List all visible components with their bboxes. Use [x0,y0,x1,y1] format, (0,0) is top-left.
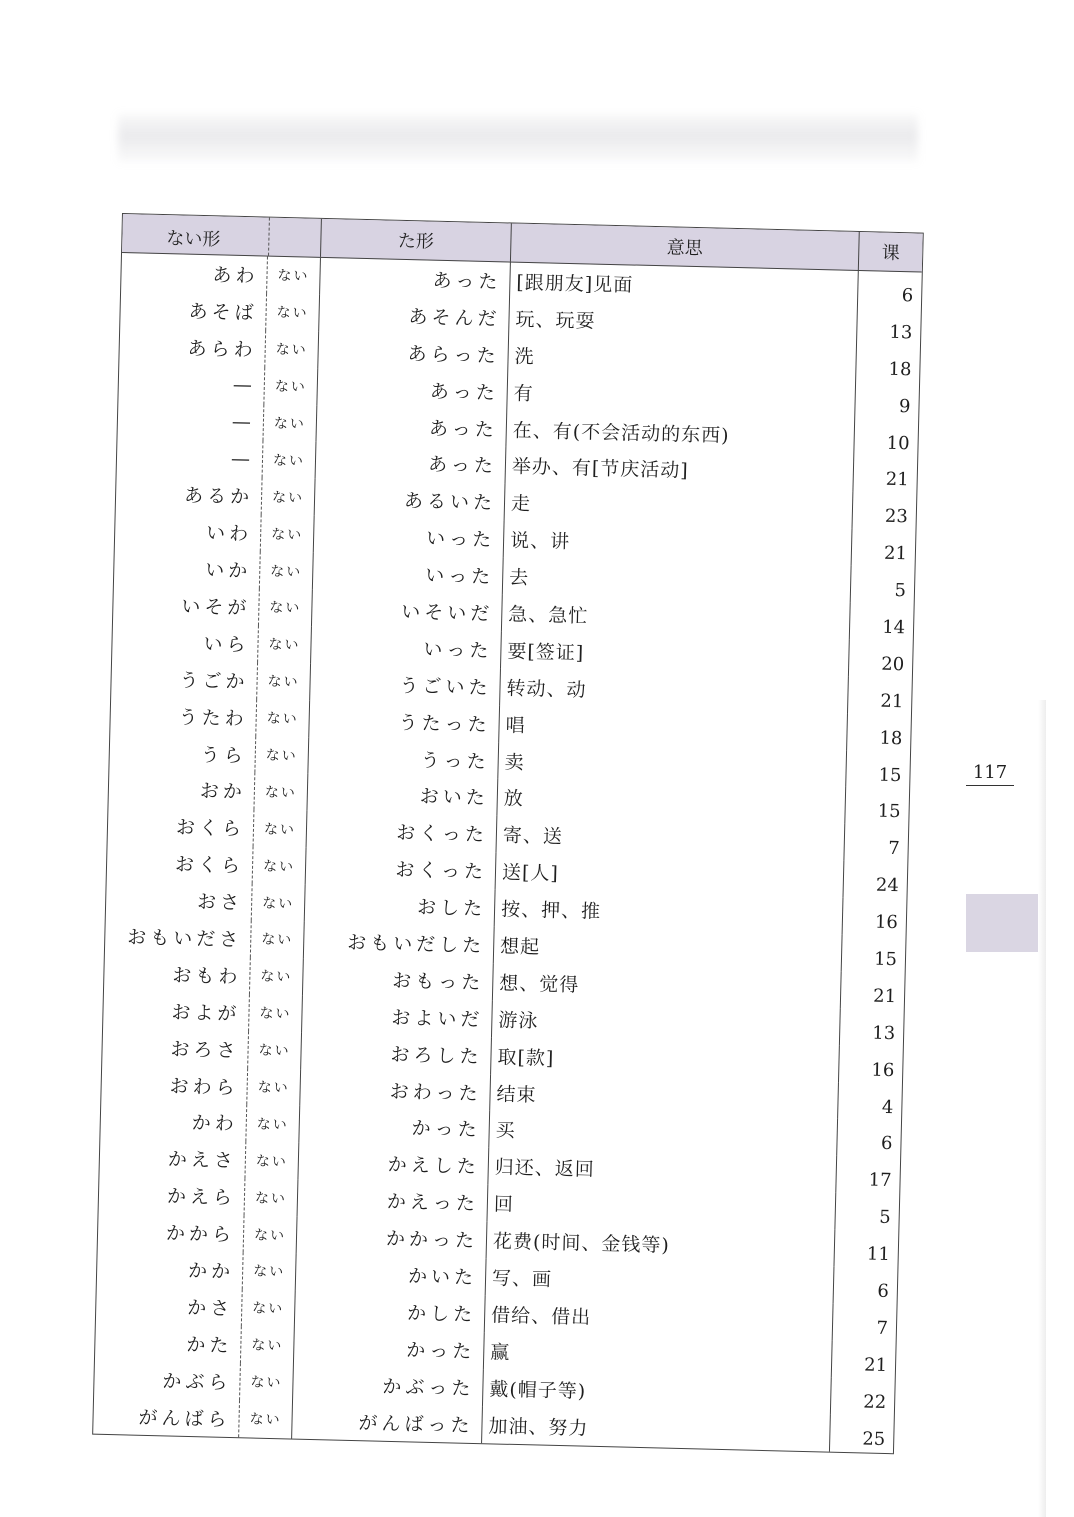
meaning-cell: 写、画 [486,1258,835,1303]
lesson-cell: 10 [886,432,910,454]
nai-stem-cell: かから [98,1212,245,1252]
header-meaning: 意思 [511,224,860,270]
nai-stem-cell: かか [97,1249,244,1289]
nai-suffix-cell: ない [267,257,321,295]
ta-form-cell: かった [299,1106,490,1148]
lesson-cell: 7 [887,838,900,860]
nai-suffix-cell: ない [258,625,312,663]
ta-form-cell: いった [314,516,505,558]
header-ta-form: た形 [321,219,512,262]
nai-suffix-cell: ない [244,1215,298,1253]
meaning-cell: 取[款] [491,1037,840,1082]
nai-stem-cell: いそが [113,585,260,625]
nai-stem-cell: — [118,364,265,404]
meaning-cell: [跟朋友]见面 [510,263,859,308]
nai-stem-cell: おもいださ [105,917,252,957]
ta-form-cell: おした [305,885,496,927]
ta-form-cell: おろした [301,1032,492,1074]
nai-suffix-cell: ない [239,1400,293,1438]
lesson-cell: 5 [894,580,907,602]
header-dashed-divider [268,218,270,256]
nai-stem-cell: かえら [99,1175,246,1215]
nai-suffix-cell: ない [259,588,313,626]
side-index-tab [966,894,1038,952]
lesson-cell: 24 [875,874,900,897]
nai-stem-cell: おくら [108,806,255,846]
page-edge-shadow [1038,700,1046,1517]
meaning-cell: 游泳 [492,1000,841,1045]
ta-form-cell: うたった [309,700,500,742]
nai-suffix-cell: ない [246,1105,300,1143]
ta-form-cell: かぶった [293,1364,484,1406]
nai-suffix-cell: ない [266,293,320,331]
nai-stem-cell: かわ [100,1101,247,1141]
lesson-cell: 9 [898,395,911,417]
nai-stem-cell: いら [112,622,259,662]
ta-form-cell: あそんだ [319,295,510,337]
lesson-cell: 6 [877,1280,890,1303]
nai-suffix-cell: ない [263,404,317,442]
ta-form-cell: おもいだした [304,922,495,964]
meaning-cell: 放 [497,779,846,824]
ta-form-cell: およいだ [302,995,493,1037]
meaning-cell: 买 [489,1111,838,1156]
nai-stem-cell: あわ [121,253,268,293]
nai-suffix-cell: ない [242,1289,296,1327]
nai-stem-cell: あるか [116,474,263,514]
lesson-cell: 21 [880,690,904,712]
nai-suffix-cell: ない [249,994,303,1032]
lesson-cell: 7 [876,1317,889,1339]
ta-form-cell: かえした [298,1143,489,1185]
nai-suffix-cell: ない [248,1031,302,1069]
ta-form-cell: おくった [307,811,498,853]
nai-stem-cell: うたわ [110,696,257,736]
nai-suffix-cell: ない [245,1179,299,1217]
meaning-cell: 寄、送 [496,816,845,861]
nai-suffix-cell: ない [250,957,304,995]
nai-stem-cell: うら [109,732,256,772]
nai-suffix-cell: ない [256,699,310,737]
nai-suffix-cell: ない [241,1326,295,1364]
ta-form-cell: うごいた [310,664,501,706]
nai-suffix-cell: ない [260,552,314,590]
lesson-cell: 15 [877,801,901,823]
meaning-cell: 转动、动 [500,668,849,713]
meaning-cell: 去 [503,558,852,603]
nai-stem-cell: およが [103,991,250,1031]
nai-stem-cell: がんばら [93,1396,240,1436]
nai-suffix-cell: ない [257,662,311,700]
nai-stem-cell: おさ [106,880,253,920]
ta-form-cell: いそいだ [312,590,503,632]
ta-form-cell: かした [295,1291,486,1333]
meaning-cell: 花费(时间、金钱等) [487,1221,836,1266]
nai-stem-cell: — [117,437,264,477]
ta-form-cell: あった [316,405,507,447]
ta-form-cell: おくった [306,848,497,890]
header-lesson: 课 [881,242,900,265]
meaning-cell: 卖 [498,742,847,787]
nai-suffix-cell: ない [252,884,306,922]
ta-form-cell: いった [311,627,502,669]
ta-form-cell: あった [316,442,507,484]
lesson-cell: 13 [889,321,913,344]
ta-form-cell: がんばった [292,1401,483,1443]
meaning-cell: 加油、努力 [482,1406,831,1451]
nai-suffix-cell: ない [254,773,308,811]
meaning-cell: 举办、有[节庆活动] [505,447,854,492]
nai-suffix-cell: ない [245,1142,299,1180]
lesson-cell: 15 [878,764,902,786]
meaning-cell: 按、押、推 [495,889,844,934]
header-nai-form [122,214,322,257]
meaning-cell: 归还、返回 [488,1148,837,1193]
lesson-cell: 22 [863,1391,887,1413]
meaning-cell: 急、急忙 [502,594,851,639]
nai-stem-cell: いか [114,548,261,588]
nai-stem-cell: いわ [115,511,262,551]
nai-stem-cell: かさ [96,1286,243,1326]
ta-form-cell: おいた [307,774,498,816]
meaning-cell: 想、觉得 [493,963,842,1008]
header-nai-form-label: ない形 [166,228,221,251]
meaning-cell: 要[签证] [501,631,850,676]
nai-stem-cell: おもわ [104,954,251,994]
ta-form-cell: おもった [303,959,494,1001]
table-body [93,253,922,1453]
nai-suffix-cell: ない [262,478,316,516]
nai-stem-cell: かえさ [99,1138,246,1178]
ta-form-cell: うった [308,737,499,779]
nai-suffix-cell: ない [247,1068,301,1106]
show-through-bleed [118,114,918,162]
meaning-cell: 走 [505,484,854,529]
lesson-cell: 25 [862,1428,886,1450]
lesson-cell: 23 [884,506,909,528]
lesson-cell: 17 [868,1169,892,1192]
nai-stem-cell: — [118,401,265,441]
lesson-cell: 18 [888,358,912,381]
meaning-cell: 借给、借出 [485,1295,834,1340]
nai-stem-cell: あらわ [119,327,266,367]
meaning-cell: 在、有(不会活动的东西) [506,410,855,455]
nai-stem-cell: おくら [107,843,254,883]
nai-stem-cell: おろさ [102,1027,249,1067]
ta-form-cell: いった [313,553,504,595]
lesson-cell: 21 [885,469,909,491]
meaning-cell: 洗 [508,336,857,381]
lesson-cell: 16 [871,1059,895,1081]
ta-form-cell: かいた [296,1254,487,1296]
lesson-cell: 6 [901,285,914,307]
nai-stem-cell: あそば [120,290,267,330]
nai-stem-cell: おか [109,769,256,809]
lesson-cell: 21 [872,985,897,1008]
lesson-cell: 6 [880,1133,893,1155]
lesson-cell: 21 [863,1354,888,1376]
ta-form-cell: あった [320,258,511,300]
meaning-cell: 有 [507,373,856,418]
lesson-cell: 13 [872,1022,896,1044]
lesson-cell: 15 [873,948,898,971]
nai-suffix-cell: ない [265,330,319,368]
ta-form-cell: かった [294,1327,485,1369]
ta-form-cell: あらった [318,332,509,374]
meaning-cell: 说、讲 [504,521,853,566]
meaning-cell: 唱 [499,705,848,750]
meaning-cell: 回 [487,1185,836,1230]
meaning-cell: 戴(帽子等) [483,1369,832,1414]
nai-stem-cell: おわら [101,1064,248,1104]
meaning-cell: 玩、玩耍 [509,299,858,344]
lesson-cell: 4 [881,1096,894,1118]
verb-conjugation-table [92,213,924,1454]
lesson-cell: 5 [878,1207,891,1229]
ta-form-cell: かかった [297,1217,488,1259]
nai-stem-cell: うごか [111,659,258,699]
nai-suffix-cell: ない [251,920,305,958]
lesson-cell: 11 [866,1243,891,1266]
nai-suffix-cell: ない [254,810,308,848]
lesson-cell: 18 [879,727,903,749]
nai-suffix-cell: ない [243,1252,297,1290]
ta-form-cell: かえった [298,1180,489,1222]
nai-suffix-cell: ない [263,441,317,479]
lesson-cell: 21 [883,542,908,565]
meaning-cell: 结束 [490,1074,839,1119]
nai-suffix-cell: ない [261,515,315,553]
page-number: 117 [966,762,1014,786]
lesson-cell: 14 [881,616,906,639]
lesson-cell: 16 [874,911,899,934]
meaning-cell: 想起 [494,926,843,971]
nai-suffix-cell: ない [255,736,309,774]
ta-form-cell: あった [317,369,508,411]
lesson-cell: 20 [881,653,905,676]
nai-suffix-cell: ない [240,1363,294,1401]
ta-form-cell: あるいた [315,479,506,521]
meaning-cell: 送[人] [496,853,845,898]
nai-suffix-cell: ない [264,367,318,405]
nai-stem-cell: かぶら [94,1359,241,1399]
meaning-cell: 赢 [484,1332,833,1377]
nai-suffix-cell: ない [253,847,307,885]
ta-form-cell: おわった [300,1069,491,1111]
nai-stem-cell: かた [95,1323,242,1363]
